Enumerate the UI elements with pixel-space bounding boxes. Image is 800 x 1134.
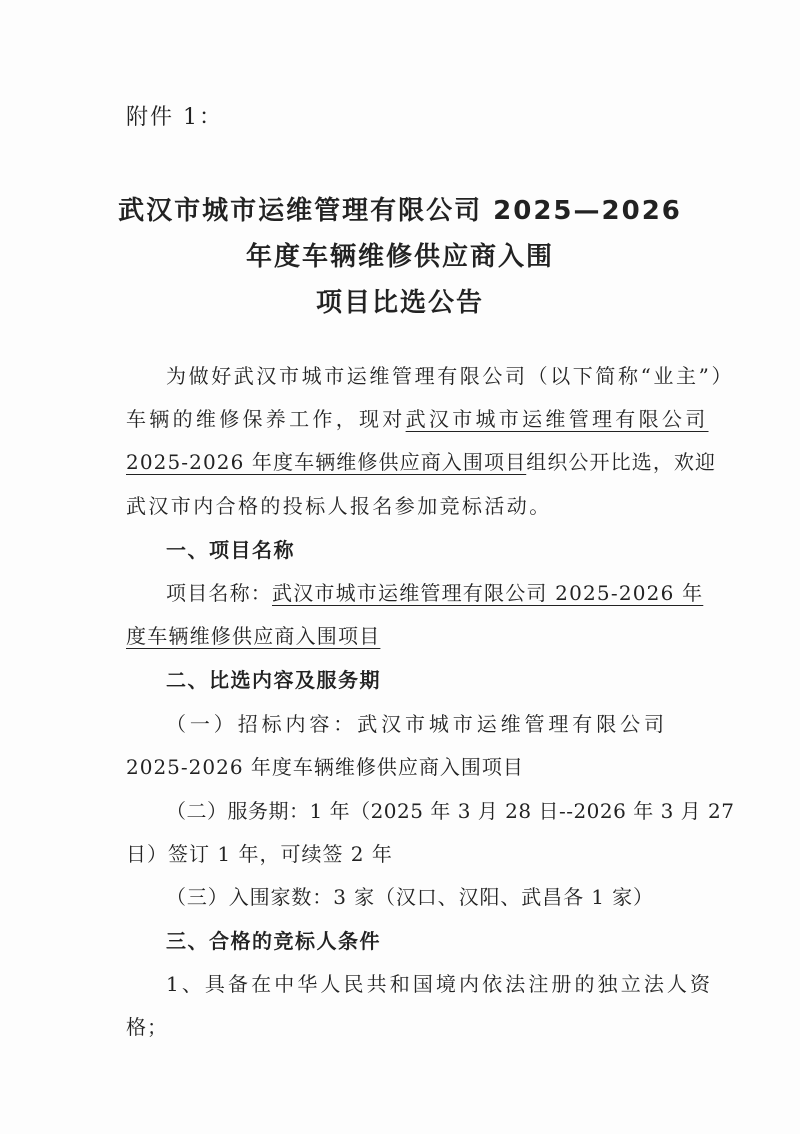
intro-line-2 bbox=[126, 405, 709, 433]
project-year-underlined: 2025-2026 年度车辆维修供应商入围项目 bbox=[126, 450, 527, 474]
title-line-2: 年度车辆维修供应商入围 bbox=[245, 242, 554, 272]
section-2-heading: 二、比选内容及服务期 bbox=[166, 668, 381, 692]
section-1-line-1 bbox=[166, 579, 703, 607]
section-2-item-1-line-1: （一）招标内容：武汉市城市运维管理有限公司 bbox=[166, 712, 668, 736]
intro-line-2-text: 车辆的维修保养工作，现对 bbox=[126, 407, 406, 431]
attachment-label: 附件 1： bbox=[126, 105, 223, 130]
project-name-value-cont: 度车辆维修供应商入围项目 bbox=[126, 624, 381, 648]
project-name-label: 项目名称： bbox=[166, 581, 272, 605]
section-3-item-1-line-1: 1、具备在中华人民共和国境内依法注册的独立法人资 bbox=[166, 972, 714, 996]
section-1-heading: 一、项目名称 bbox=[166, 538, 295, 562]
intro-line-1: 为做好武汉市城市运维管理有限公司（以下简称“业主”） bbox=[166, 364, 735, 388]
project-name-value: 武汉市城市运维管理有限公司 2025-2026 年 bbox=[272, 581, 704, 605]
section-2-item-3: （三）入围家数：3 家（汉口、汉阳、武昌各 1 家） bbox=[166, 885, 654, 909]
section-2-item-2-line-2: 日）签订 1 年，可续签 2 年 bbox=[126, 842, 393, 866]
section-3-item-1-line-2: 格； bbox=[126, 1015, 168, 1039]
section-3-heading: 三、合格的竞标人条件 bbox=[166, 929, 381, 953]
section-1-line-2 bbox=[126, 622, 380, 650]
project-name-underlined: 武汉市城市运维管理有限公司 bbox=[405, 407, 709, 431]
intro-line-3 bbox=[126, 448, 716, 476]
section-2-item-1-line-2: 2025-2026 年度车辆维修供应商入围项目 bbox=[126, 755, 524, 779]
title-line-1: 武汉市城市运维管理有限公司 2025—2026 bbox=[118, 196, 682, 226]
intro-line-3-text: 组织公开比选，欢迎 bbox=[526, 450, 717, 474]
intro-line-4: 武汉市内合格的投标人报名参加竞标活动。 bbox=[126, 494, 552, 518]
title-line-3: 项目比选公告 bbox=[315, 288, 484, 318]
section-2-item-2-line-1: （二）服务期：1 年（2025 年 3 月 28 日--2026 年 3 月 27 bbox=[166, 799, 735, 823]
